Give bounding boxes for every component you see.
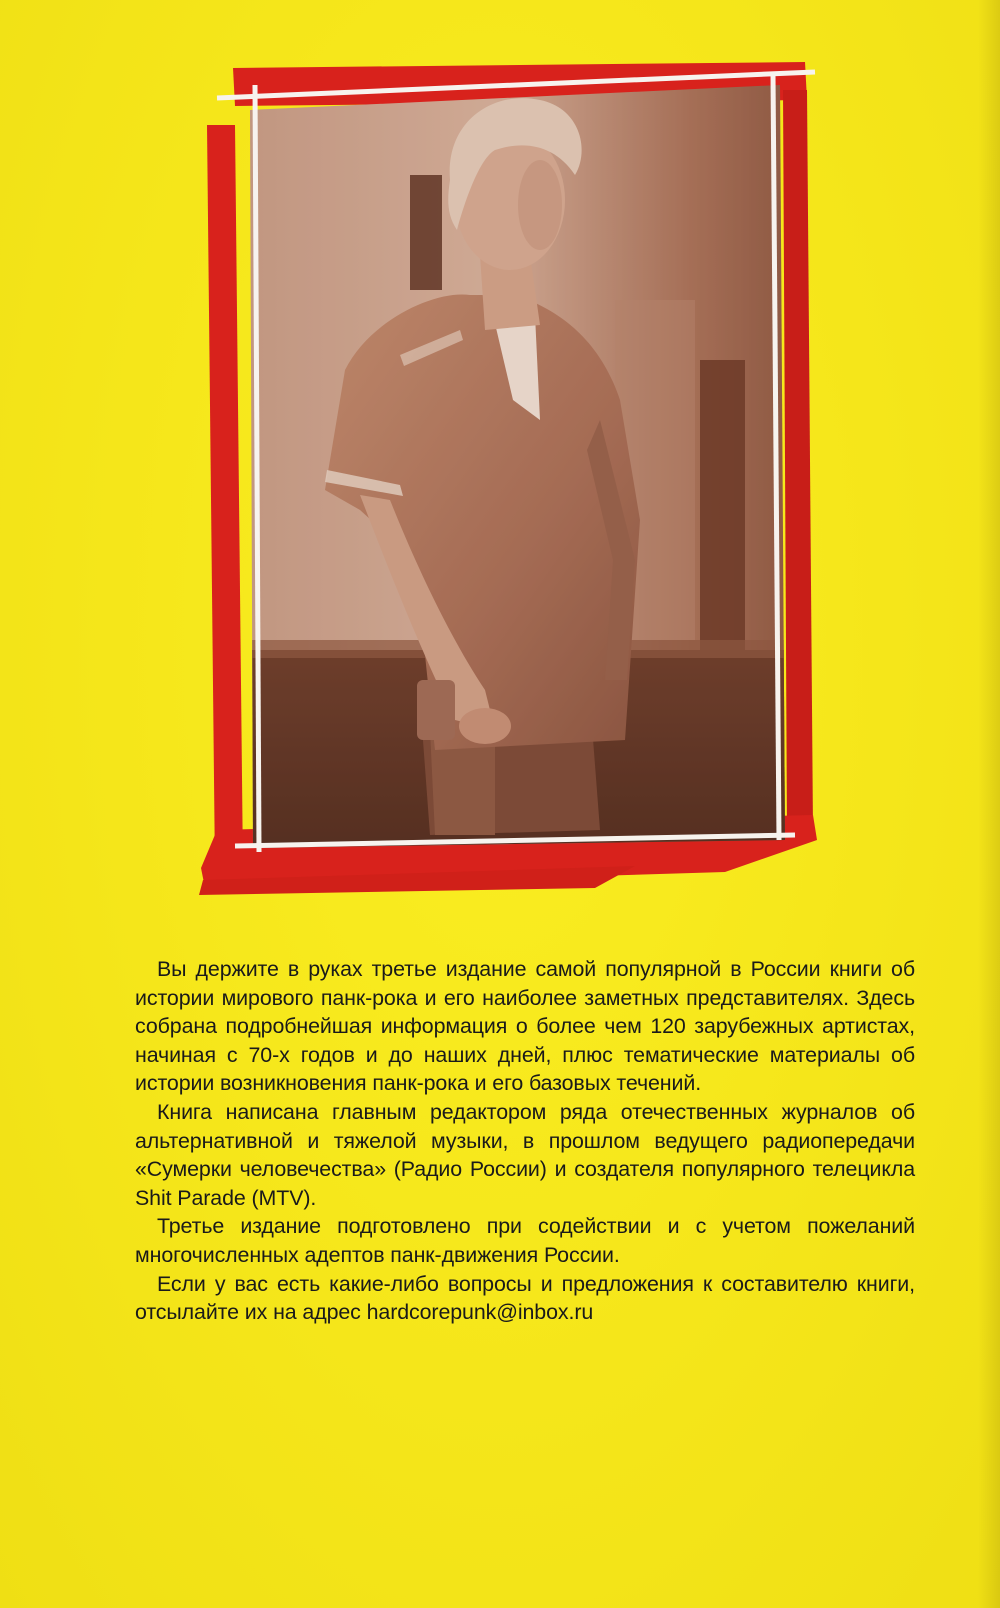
red-frame-left <box>207 125 243 872</box>
description-paragraph-1: Вы держите в руках третье издание самой популярной в России книги об истории мирового панк-рока и его наиболее заметных представителях. Здесь собрана подробнейшая информация о более чем 120 зарубежных артистах, начиная с 70-х годов и до наших дней, плюс тематические материалы об истории возникновения панк-рока и его базовых течений. <box>135 957 915 1096</box>
description-paragraph-4: Если у вас есть какие-либо вопросы и предложения к составителю книги, отсылайте их на адрес hardcorepunk@inbox.ru <box>135 1271 915 1325</box>
back-cover-description <box>135 955 915 1327</box>
framed-photo <box>195 40 845 920</box>
red-frame-right <box>783 90 813 832</box>
cover-edge-shadow <box>978 0 1000 1608</box>
photo-frame-graphic <box>195 40 845 920</box>
portrait-photo <box>235 70 805 870</box>
description-paragraph-2: Книга написана главным редактором ряда отечественных журналов об альтернативной и тяжелой музыки, в прошлом ведущего радиопередачи «Сумерки человечества» (Радио России) и создателя популярного телецикла Shit Parade (MTV). <box>135 1099 915 1210</box>
description-paragraph-3: Третье издание подготовлено при содействии и с учетом пожеланий многочисленных адептов панк-движения России. <box>135 1214 915 1267</box>
